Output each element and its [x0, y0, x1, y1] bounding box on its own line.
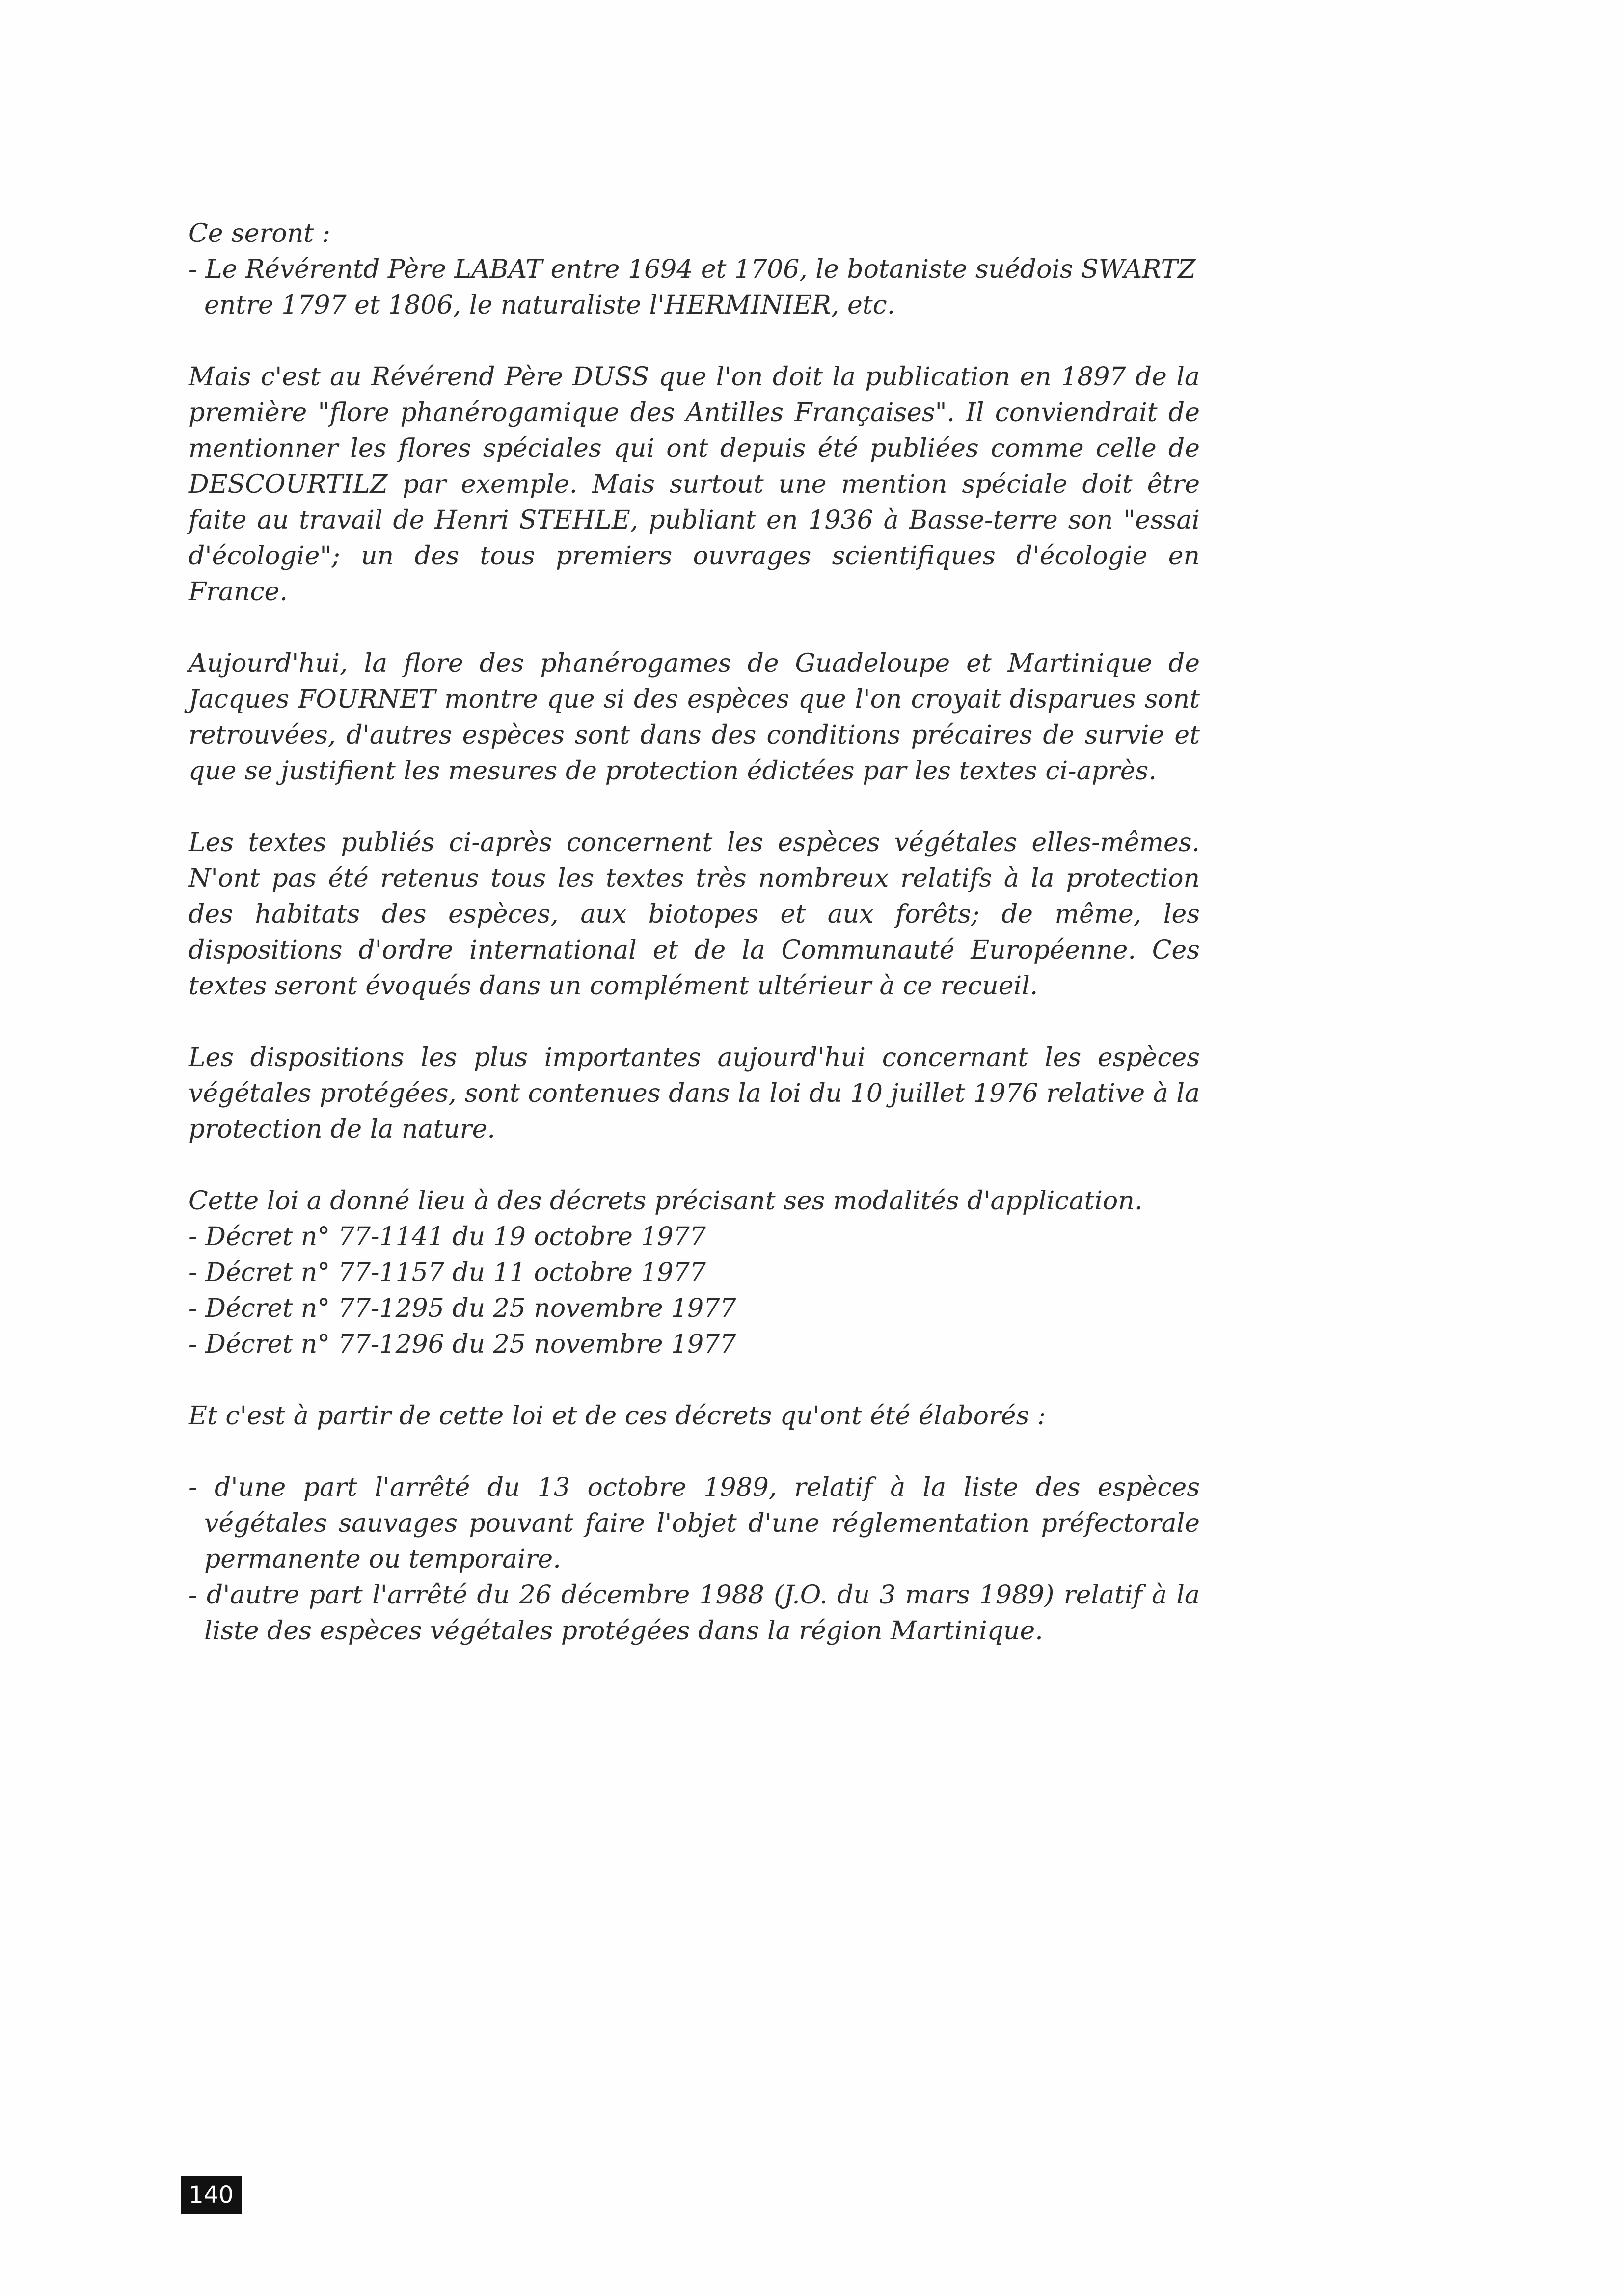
page-number: 140 — [181, 2176, 242, 2214]
paragraph-current-flora — [189, 646, 1200, 789]
paragraph-text: Les textes publiés ci-après concernent les espèces végétales elles-mêmes. N'ont pas été retenus tous les textes très nombreux relatifs à la protection des habitats des espèces, aux biotopes et aux forêts; de même, les dispositions d'ordre international et de la Communauté Européenne. Ces textes seront évoqués dans un complément ultérieur à ce recueil. — [189, 828, 1200, 1001]
paragraph-text: Aujourd'hui, la flore des phanérogames de Guadeloupe et Martinique de Jacques FOURNET montre que si des espèces que l'on croyait disparues sont retrouvées, d'autres espèces sont dans des conditions précaires de survie et que se justifient les mesures de protection édictées par les textes ci-après. — [189, 649, 1200, 786]
intro-section — [189, 216, 1200, 323]
decree-item: - Décret n° 77-1157 du 11 octobre 1977 — [189, 1258, 706, 1287]
decree-item: - Décret n° 77-1141 du 19 octobre 1977 — [189, 1222, 706, 1252]
paragraph-text: Les dispositions les plus importantes aujourd'hui concernant les espèces végétales protégées, sont contenues dans la loi du 10 juillet 1976 relative à la protection de la nature. — [189, 1043, 1200, 1144]
decree-item: - Décret n° 77-1295 du 25 novembre 1977 — [189, 1294, 736, 1323]
decrees-lead: Cette loi a donné lieu à des décrets précisant ses modalités d'application. — [189, 1186, 1143, 1216]
page-content — [189, 216, 1200, 1685]
intro-lead: Ce seront : — [189, 219, 331, 248]
elaboration-lead: Et c'est à partir de cette loi et de ces décrets qu'ont été élaborés : — [189, 1401, 1046, 1431]
paragraph-law-1976 — [189, 1040, 1200, 1148]
arrete-item: - d'autre part l'arrêté du 26 décembre 1988 (J.O. du 3 mars 1989) relatif à la liste des espèces végétales protégées dans la région Martinique. — [189, 1580, 1200, 1646]
intro-item: - Le Révérentd Père LABAT entre 1694 et 1706, le botaniste suédois SWARTZ entre 1797 et 1806, le naturaliste l'HERMINIER, etc. — [189, 255, 1196, 320]
elaboration-lead-section — [189, 1398, 1200, 1434]
paragraph-texts-scope — [189, 825, 1200, 1004]
paragraph-text: Mais c'est au Révérend Père DUSS que l'on doit la publication en 1897 de la première "flore phanérogamique des Antilles Françaises". Il conviendrait de mentionner les flores spéciales qui ont depuis été publiées comme celle de DESCOURTILZ par exemple. Mais surtout une mention spéciale doit être faite au travail de Henri STEHLE, publiant en 1936 à Basse-terre son "essai d'écologie"; un des tous premiers ouvrages scientifiques d'écologie en France. — [189, 362, 1200, 607]
decree-item: - Décret n° 77-1296 du 25 novembre 1977 — [189, 1330, 736, 1359]
paragraph-history — [189, 359, 1200, 610]
decrees-section — [189, 1183, 1200, 1362]
elaboration-list — [189, 1470, 1200, 1649]
arrete-item: - d'une part l'arrêté du 13 octobre 1989, relatif à la liste des espèces végétales sauvages pouvant faire l'objet d'une réglementation préfectorale permanente ou temporaire. — [189, 1473, 1200, 1574]
